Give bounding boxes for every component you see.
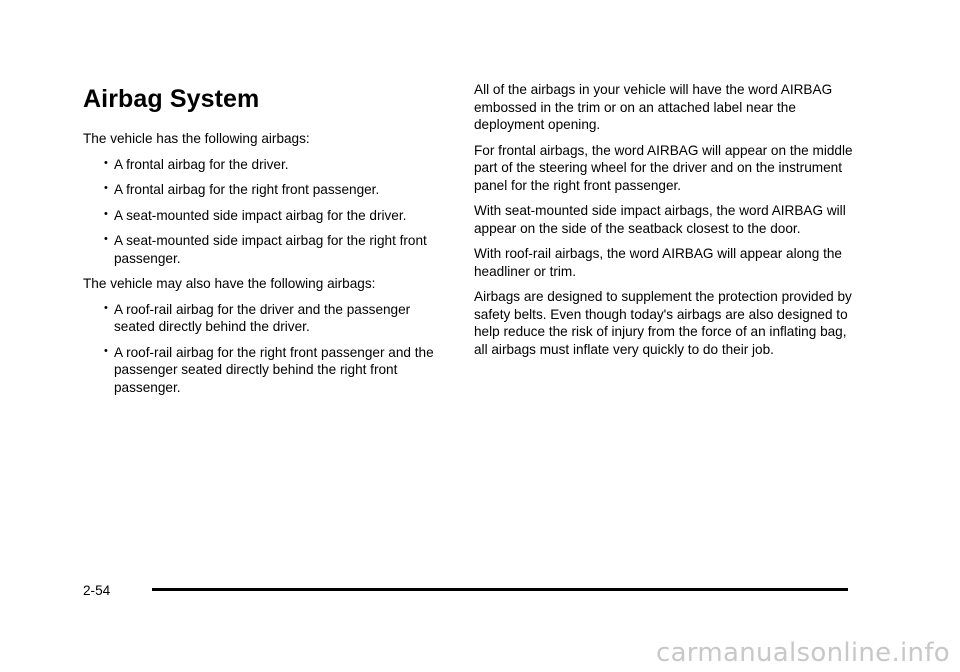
section-title: Airbag System [83,85,260,113]
bullet-icon: • [104,233,108,245]
page-number: 2-54 [83,583,111,598]
right-column [474,81,854,366]
optional-airbags-list [83,301,453,397]
left-column [83,84,453,404]
bullet-icon: • [104,207,108,220]
body-paragraph: For frontal airbags, the word AIRBAG will appear on the middle part of the steering wheel for the driver and on the instrument panel for the right front passenger. [474,142,853,193]
bullet-icon: • [104,182,108,194]
list-item: • A roof-rail airbag for the right front passenger and the passenger seated directly behind the right front passenger. [104,344,434,395]
bullet-icon: • [104,301,108,314]
list-item: • A seat-mounted side impact airbag for the driver. [104,207,407,223]
footer-rule [152,588,848,591]
bullet-icon: • [104,156,108,169]
optional-intro-paragraph: The vehicle may also have the following airbags: [83,276,376,291]
watermark: carmanualsonline.info [655,638,950,668]
standard-airbags-list [83,156,453,268]
body-paragraph: All of the airbags in your vehicle will have the word AIRBAG embossed in the trim or on an attached label near the deployment opening. [474,82,833,132]
intro-paragraph: The vehicle has the following airbags: [83,131,310,146]
list-item: • A seat-mounted side impact airbag for the right front passenger. [104,233,427,266]
body-paragraph: Airbags are designed to supplement the protection provided by safety belts. Even though today's airbags are also designed to help reduce the risk of injury from the force of an inflating bag, all airbags must inflate very quickly to do their job. [474,289,852,357]
list-item: • A frontal airbag for the driver. [104,156,289,172]
body-paragraph: With seat-mounted side impact airbags, the word AIRBAG will appear on the side of the seatback closest to the door. [474,203,846,236]
body-paragraph: With roof-rail airbags, the word AIRBAG will appear along the headliner or trim. [474,246,842,279]
list-item: • A roof-rail airbag for the driver and the passenger seated directly behind the driver. [104,301,411,334]
list-item: • A frontal airbag for the right front passenger. [104,182,380,197]
bullet-icon: • [104,344,108,357]
